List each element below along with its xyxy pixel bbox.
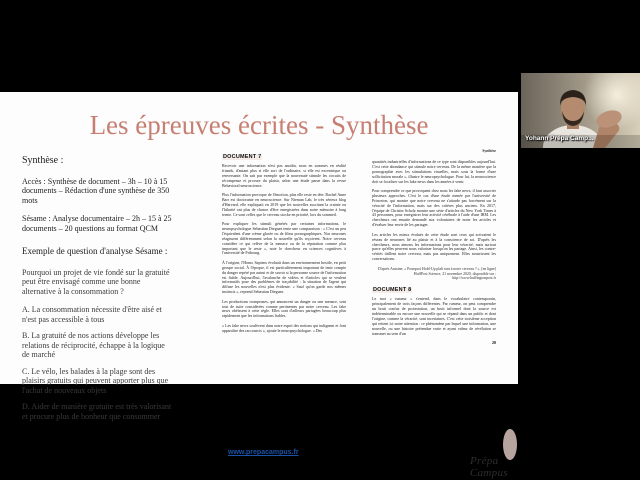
document8-label: DOCUMENT 8 bbox=[373, 287, 412, 294]
sesame-exam-description: Sésame : Analyse documentaire – 2h – 15 à 25 documents – 20 questions au format QCM bbox=[22, 214, 172, 233]
document8-paragraph: Le mot « rumeur » s'entend, dans le vocabulaire contemporain, principalement de trois façons différentes. Par rumeur, on peut comprendre un bruit confus de protestation, un bruit informel dont la source est indéterminable ou encore une nouvelle qui se répand dans un public et dont l'origine, comme la véracité, sont incertaines. C'est cette troisième acception qui retient ici notre attention : ce phénomène par lequel une information, une nouvelle, ou une histoire prétendue vraie et ayant valeur de révélation se transmet au sein d'un bbox=[372, 296, 496, 336]
document7-label: DOCUMENT 7 bbox=[223, 154, 262, 160]
document7-paragraph: quantités industrielles d'informations de ce type sont disponibles aujourd'hui. C'est cette abondance qui stimule notre cerveau. De la même manière que la pornographie avec les stimulations visuelles, mais sous la forme d'une sollicitation morale », illustre le neuropsychologue. Pour lui, la neuroscience doit se focaliser sur les fake news dans les années à venir. bbox=[372, 158, 496, 184]
slide-left-panel bbox=[22, 156, 174, 428]
document-column-left bbox=[222, 155, 346, 338]
document7-paragraph: Recevoir une information n'est pas anodin, nous en sommes en réalité friands, d'autant plus si elle sort de l'ordinaire, si elle est excentrique ou renversante. On sait par exemple que la nouveauté stimule les circuits de récompense et procure du plaisir, selon une étude parue dans la revue Behavioral neuroscience. bbox=[222, 162, 346, 188]
document7-paragraph: Pour comprendre ce que provoquent chez nous les fake news, il faut associer plusieurs approches. C'est le cas d'une étude menée par l'université de Princeton, qui montre que notre cerveau ne s'attarde pas forcément sur la véracité de l'information, mais sur des critères plus anciens. En 2017, l'équipe de Christin Scholz montre une série d'articles du New York Times à 43 personnes, pour enregistrer leur activité cérébrale à l'aide d'une IRM. Les chercheurs ont ensuite demandé aux volontaires de noter les articles et d'évaluer leur envie de les partager. bbox=[372, 187, 496, 228]
document7-paragraph: « Les fake news soulèvent dans notre esprit des notions qui indignent et font apparaître des raccourcis », ajoute le neuropsychologue. « Des bbox=[222, 322, 346, 333]
document7-paragraph: Les articles les mieux évalués de cette étude sont ceux qui activaient le réseau de neurones lié au plaisir et à la conscience de soi. D'après les chercheurs, nous aimons les informations pour leur véracité, mais surtout parce qu'elles peuvent nous valoriser lorsqu'on les partage. Ainsi, les contre-vérités titillent notre cerveau, mais pas uniquement. Elles nourrissent les conversations. bbox=[372, 231, 496, 262]
document7-paragraph: À l'origine, l'Homo Sapiens évoluait dans un environnement hostile, en petit groupe social. À l'époque, il est particulièrement important de tenir compte du danger repéré par autrui et de savoir si la personne source de l'information est fiable. Aujourd'hui, l'avalanche de vidéos et d'articles qui se veulent informatifs pose des problèmes de traçabilité : la situation de l'agent qui diffuse les nouvelles n'est plus évidente. « Sauf qu'on garde nos mêmes instincts », reprend Sebastian Dieguez. bbox=[222, 259, 346, 295]
presentation-slide bbox=[0, 92, 518, 479]
document7-paragraph: Plus l'information provoque de l'émotion, plus elle reste en tête. Rachel Anne Barr est doctorante en neuroscience. Sur Nieman Lab, le très sérieux blog d'Harvard, elle expliquait en 2019 que les nouvelles suscitant la crainte ou l'hilarité ont plus de chance d'être enregistrées dans notre mémoire à long terme. Ce sont celles que le cerveau stocke en priorité, lors du sommeil. bbox=[222, 191, 346, 217]
example-question: Pourquoi un projet de vie fondé sur la gratuité peut être envisagé comme une bonne alternative à la consommation ? bbox=[22, 267, 170, 296]
slide-title: Les épreuves écrites - Synthèse bbox=[89, 110, 429, 140]
document7-paragraph: Les productions trompeuses, qui annoncent un danger ou une menace, sont tout de suite considérées comme pertinentes par notre cerveau. Les fake news obéissent à cette règle. Elles sont d'ailleurs partagées beaucoup plus rapidement que les informations fiables. bbox=[222, 298, 346, 319]
answer-choice-c: C. Le vélo, les balades à la plage sont des plaisirs gratuits qui peuvent apporter plus que l'achat de nouveaux objets bbox=[22, 366, 169, 395]
webcam-tile[interactable] bbox=[521, 73, 640, 148]
answer-choice-b: B. La gratuité de nos actions développe les relations de réciprocité, échappe à la logique de marché bbox=[22, 331, 165, 359]
example-question-heading: Exemple de question d'analyse Sésame : bbox=[22, 246, 168, 256]
left-panel-heading: Synthèse : bbox=[22, 155, 64, 166]
document7-paragraph: Pour expliquer les stimuli générés par certaines informations, le neuropsychologue Sebastian Dieguez tente une comparaison : « C'est un peu l'équivalent d'une crème glacée ou de films pornographiques. Nos neurones réagissent différemment selon la nouvelle qu'ils reçoivent. Notre cerveau considère ce qui relève de la menace ou de la réputation comme plus important que le reste », note le chercheur en sciences cognitives à l'université de Fribourg. bbox=[222, 220, 346, 256]
participant-name-label: Yohann Prépa Camp... bbox=[525, 135, 594, 142]
page-header: Synthèse bbox=[482, 149, 496, 153]
document-column-right bbox=[372, 149, 496, 350]
page-number: 20 bbox=[491, 340, 496, 345]
brand-logo-text: Prépa Campus bbox=[470, 455, 508, 479]
document7-attribution: D'après Antoine, « Pourquoi Hold-Up plaît tant à notre cerveau ? », [en ligne] HuffPost Science, 21 novembre 2020, disponible sur : http://www.huffingtonpost.fr bbox=[377, 266, 496, 281]
prepacampus-link[interactable]: www.prepacampus.fr bbox=[228, 449, 299, 456]
answer-choice-d: D. Aider de manière gratuite est très valorisant et procure plus de bonheur que consommer bbox=[22, 402, 172, 421]
answer-choice-a: A. La consommation nécessite d'être aisé et n'est pas accessible à tous bbox=[22, 305, 162, 324]
acces-exam-description: Accès : Synthèse de document – 3h – 10 à 15 documents – Rédaction d'une synthèse de 350 mots bbox=[22, 176, 170, 205]
